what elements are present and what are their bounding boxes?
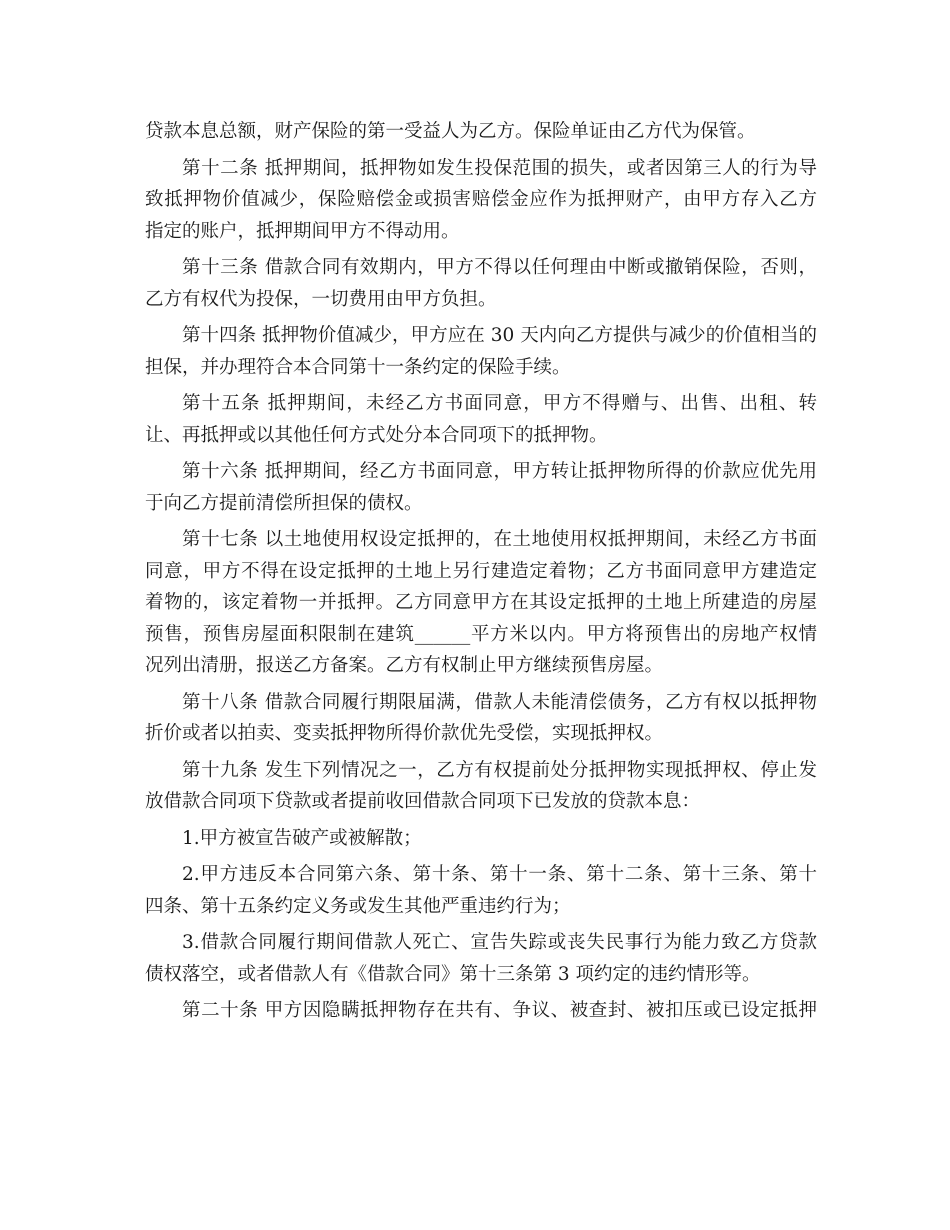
document-body	[145, 116, 817, 1027]
text-line	[145, 216, 817, 248]
line-text: 第二十条 甲方因隐瞒抵押物存在共有、争议、被查封、被扣压或已设定抵押	[182, 1000, 817, 1021]
paragraph	[145, 320, 817, 383]
line-text: 1.甲方被宣告破产或被解散；	[182, 827, 422, 849]
paragraph	[145, 116, 817, 148]
text-line	[145, 650, 817, 682]
line-text: 四条、第十五条约定义务或发生其他严重违约行为；	[145, 895, 571, 917]
text-line	[145, 959, 817, 991]
text-line	[145, 420, 817, 452]
text-line	[145, 927, 817, 959]
text-line	[145, 352, 817, 384]
line-text: 折价或者以拍卖、变卖抵押物所得价款优先受偿，实现抵押权。	[145, 723, 664, 744]
paragraph	[145, 388, 817, 451]
paragraph	[145, 755, 817, 818]
line-text: 于向乙方提前清偿所担保的债权。	[145, 492, 423, 514]
line-text: 况列出清册，报送乙方备案。乙方有权制止甲方继续预售房屋。	[145, 655, 664, 676]
line-text: 第十九条 发生下列情况之一，乙方有权提前处分抵押物实现抵押权、停止发	[182, 759, 817, 781]
paragraph	[145, 252, 817, 315]
text-line	[145, 184, 817, 216]
line-text: 同意，甲方不得在设定抵押的土地上另行建造定着物；乙方书面同意甲方建造定	[145, 560, 817, 582]
line-text: 第十二条 抵押期间，抵押物如发生投保范围的损失，或者因第三人的行为导	[182, 157, 817, 179]
text-line	[145, 252, 817, 284]
text-line	[145, 587, 817, 619]
text-line	[145, 524, 817, 556]
text-line	[145, 284, 817, 316]
text-line	[145, 859, 817, 891]
line-text: 着物的，该定着物一并抵押。乙方同意甲方在其设定抵押的土地上所建造的房屋	[145, 592, 817, 613]
text-line	[145, 755, 817, 787]
text-line	[145, 687, 817, 719]
text-line	[145, 116, 817, 148]
line-text: 第十八条 借款合同履行期限届满，借款人未能清偿债务，乙方有权以抵押物	[182, 691, 817, 713]
line-text: 第十三条 借款合同有效期内，甲方不得以任何理由中断或撤销保险，否则，	[182, 257, 817, 278]
text-line	[145, 388, 817, 420]
paragraph	[145, 456, 817, 519]
text-line	[145, 556, 817, 588]
paragraph	[145, 995, 817, 1027]
text-line	[145, 488, 817, 520]
text-line	[145, 786, 817, 818]
text-line	[145, 153, 817, 185]
line-text: 致抵押物价值减少，保险赔偿金或损害赔偿金应作为抵押财产，由甲方存入乙方	[145, 189, 817, 210]
text-line	[145, 823, 817, 855]
paragraph	[145, 823, 817, 855]
text-line	[145, 320, 817, 352]
text-line	[145, 718, 817, 750]
line-text: 让、再抵押或以其他任何方式处分本合同项下的抵押物。	[145, 424, 608, 446]
paragraph	[145, 524, 817, 682]
line-text: 贷款本息总额，财产保险的第一受益人为乙方。保险单证由乙方代为保管。	[145, 121, 756, 142]
line-text: 预售，预售房屋面积限制在建筑______平方米以内。甲方将预售出的房地产权情	[145, 623, 817, 645]
line-text: 指定的账户，抵押期间甲方不得动用。	[145, 220, 460, 242]
text-line	[145, 891, 817, 923]
line-text: 担保，并办理符合本合同第十一条约定的保险手续。	[145, 356, 571, 378]
line-text: 第十七条 以土地使用权设定抵押的，在土地使用权抵押期间，未经乙方书面	[182, 529, 817, 550]
paragraph	[145, 927, 817, 990]
text-line	[145, 456, 817, 488]
line-text: 第十五条 抵押期间，未经乙方书面同意，甲方不得赠与、出售、出租、转	[182, 393, 817, 414]
line-text: 2.甲方违反本合同第六条、第十条、第十一条、第十二条、第十三条、第十	[182, 864, 817, 885]
line-text: 第十六条 抵押期间，经乙方书面同意，甲方转让抵押物所得的价款应优先用	[182, 461, 817, 482]
paragraph	[145, 687, 817, 750]
paragraph	[145, 153, 817, 248]
line-text: 3.借款合同履行期间借款人死亡、宣告失踪或丧失民事行为能力致乙方贷款	[182, 932, 817, 953]
line-text: 第十四条 抵押物价值减少，甲方应在 30 天内向乙方提供与减少的价值相当的	[182, 325, 817, 346]
line-text: 放借款合同项下贷款或者提前收回借款合同项下已发放的贷款本息：	[145, 791, 701, 812]
text-line	[145, 995, 817, 1027]
text-line	[145, 619, 817, 651]
line-text: 乙方有权代为投保，一切费用由甲方负担。	[145, 288, 497, 310]
paragraph	[145, 859, 817, 922]
line-text: 债权落空，或者借款人有《借款合同》第十三条第 3 项约定的违约情形等。	[145, 963, 761, 985]
